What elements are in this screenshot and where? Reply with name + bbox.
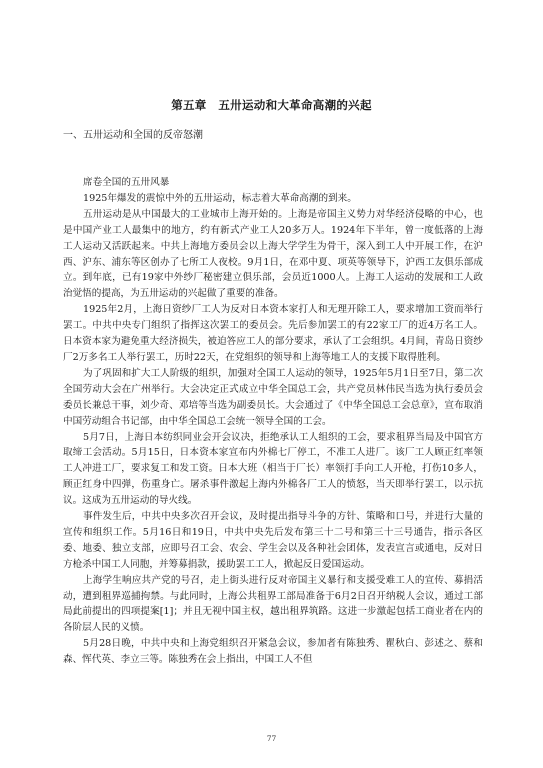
chapter-title: 第五章 五卅运动和大革命高潮的兴起 (171, 98, 372, 112)
paragraph: 5月7日，上海日本纺织同业会开会议决，拒绝承认工人组织的工会，要求租界当局及中国官方取缔工会活动。5月15日，日本资本家宣布内外棉七厂停工，不准工人进厂。该厂工人顾正红率领工人冲进工厂，要求复工和发工资。日本大班（相当于厂长）率领打手向工人开枪，打伤10多人，顾正红身中四弹，伤重身亡。屠杀事件激起上海内外棉各厂工人的愤怒，当天即举行罢工，以示抗议。这成为五卅运动的导火线。 (63, 431, 483, 507)
paragraph: 1925年爆发的震惊中外的五卅运动，标志着大革命高潮的到来。 (83, 192, 357, 204)
paragraph: 上海学生响应共产党的号召，走上街头进行反对帝国主义暴行和支援受难工人的宣传、募捐活动，遭到租界巡捕拘禁。与此同时，上海公共租界工部局准备于6月2日召开纳税人会议，通过工部局此前提出的四项提案[1]；并且无视中国主权，越出租界筑路。这进一步激起包括工商业者在内的各阶层人民的义愤。 (63, 574, 483, 634)
subheading: 席卷全国的五卅风暴 (83, 177, 170, 188)
paragraph: 5月28日晚，中共中央和上海党组织召开紧急会议，参加者有陈独秀、瞿秋白、彭述之、蔡和森、恽代英、李立三等。陈独秀在会上指出，中国工人不但 (63, 638, 483, 666)
paragraph: 五卅运动是从中国最大的工业城市上海开始的。上海是帝国主义势力对华经济侵略的中心，也是中国产业工人最集中的地方，约有新式产业工人20多万人。1924年下半年，曾一度低落的上海工人运动又活跃起来。中共上海地方委员会以上海大学学生为骨干，深入到工人中开展工作，在沪西、沪东、浦东等区创办了七所工人夜校。9月1日，在邓中夏、项英等领导下，沪西工友俱乐部成立。到年底，已有19家中外纱厂秘密建立俱乐部，会员近1000人。上海工人运动的发展和工人政治觉悟的提高，为五卅运动的兴起做了重要的准备。 (63, 208, 483, 300)
paragraph: 为了巩固和扩大工人阶级的组织，加强对全国工人运动的领导，1925年5月1日至7日，第二次全国劳动大会在广州举行。大会决定正式成立中华全国总工会，共产党员林伟民当选为执行委员会委员长兼总干事，刘少奇、邓培等当选为副委员长。大会通过了《中华全国总工会总章》，宣布取消中国劳动组合书记部，由中华全国总工会统一领导全国的工会。 (63, 367, 483, 427)
paragraph: 1925年2月，上海日资纱厂工人为反对日本资本家打人和无理开除工人，要求增加工资而举行罢工。中共中央专门组织了指挥这次罢工的委员会。先后参加罢工的有22家工厂的近4万名工人。日本资本家为避免重大经济损失，被迫答应工人的部分要求，承认了工会组织。4月间，青岛日资纱厂2万多名工人举行罢工，历时22天，在党组织的领导和上海等地工人的支援下取得胜利。 (63, 304, 483, 363)
body-text (63, 175, 483, 668)
paragraph: 事件发生后，中共中央多次召开会议，及时提出指导斗争的方针、策略和口号，并进行大量的宣传和组织工作。5月16日和19日，中共中央先后发布第三十二号和第三十三号通告，指示各区委、地委、独立支部，应即号召工会、农会、学生会以及各种社会团体，发表宣言或通电，反对日方枪杀中国工人同胞，并筹募捐款，援助罢工工人，掀起反日爱国运动。 (63, 511, 483, 570)
section-title: 一、五卅运动和全国的反帝怒潮 (63, 130, 203, 141)
page-number: 77 (266, 734, 277, 743)
